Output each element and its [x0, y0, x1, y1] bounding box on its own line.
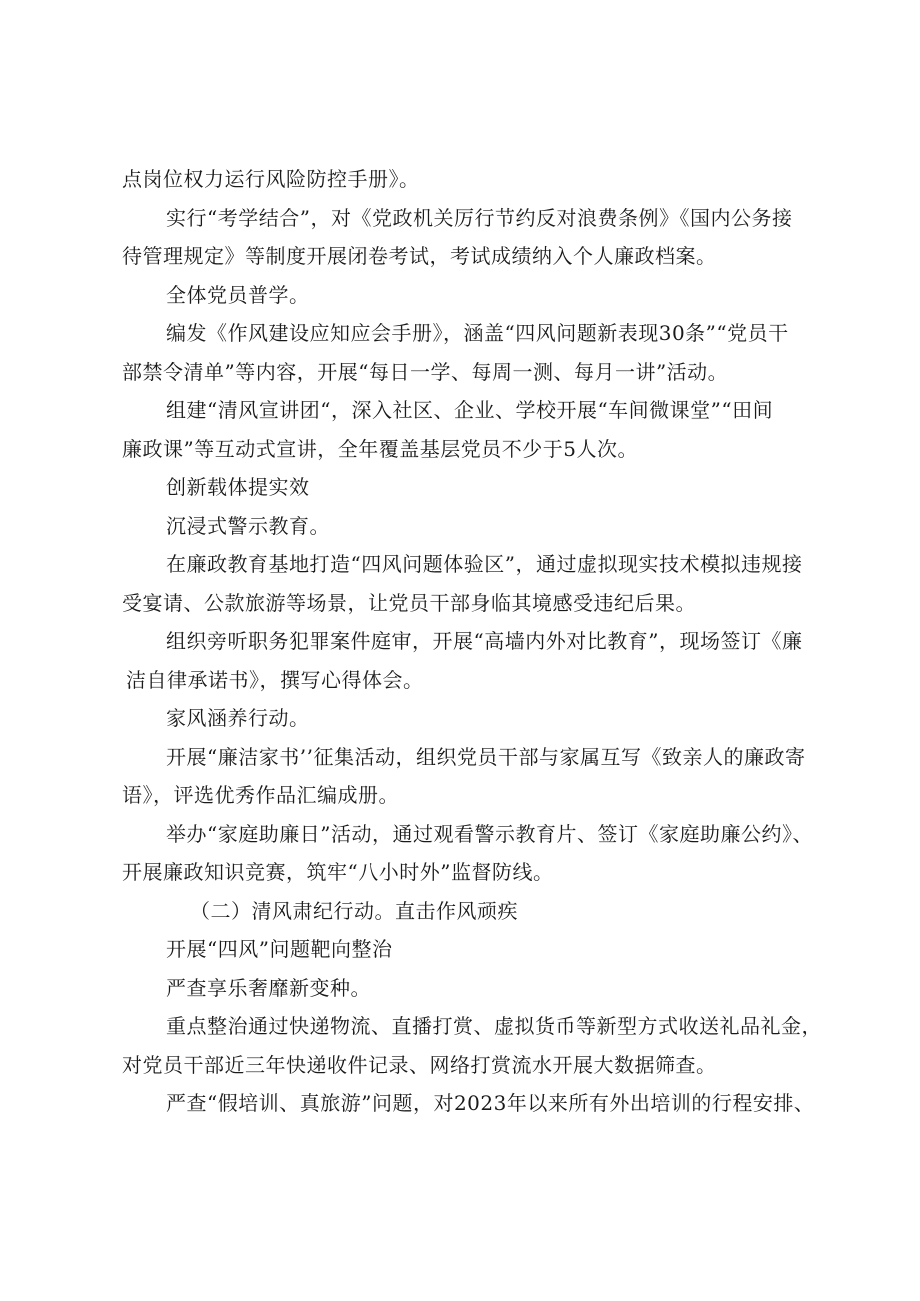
paragraph-line: 组建“清风宣讲团“，深入社区、企业、学校开展“车间微课堂”“田间: [166, 398, 774, 422]
paragraph-line: 部禁令清单”等内容，开展“每日一学、每周一测、每月一讲”活动。: [122, 359, 729, 384]
paragraph-line: 在廉政教育基地打造“四风问题体验区”，通过虚拟现实技术模拟违规接: [166, 552, 803, 576]
paragraph-line: 对党员干部近三年快递收件记录、网络打赏流水开展大数据筛查。: [122, 1052, 717, 1077]
chapter-heading: （二）清风肃纪行动。直击作风顽疾: [190, 898, 518, 923]
paragraph-line: 廉政课”等互动式宣讲，全年覆盖基层党员不少于5人次。: [122, 436, 638, 461]
paragraph-line: 语》，评选优秀作品汇编成册。: [122, 783, 399, 807]
section-heading: 开展“四风”问题靶向整治: [166, 937, 393, 961]
section-heading: 全体党员普学。: [166, 282, 310, 307]
paragraph-line: 编发《作风建设应知应会手册》，涵盖“四风问题新表现30条”“党员干: [166, 321, 789, 345]
paragraph-line: 受宴请、公款旅游等场景，让党员干部身临其境感受违纪后果。: [122, 590, 696, 615]
document-body: [122, 160, 822, 1123]
section-heading: 沉浸式警示教育。: [166, 513, 330, 538]
section-heading: 创新载体提实效: [166, 475, 310, 499]
paragraph-line: 开展“廉洁家书’’征集活动，组织党员干部与家属互写《致亲人的廉政寄: [166, 744, 806, 769]
paragraph-line: 组织旁听职务犯罪案件庭审，开展“高墙内外对比教育”，现场签订《廉: [166, 629, 803, 653]
section-heading: 家风涵养行动。: [166, 706, 310, 730]
paragraph-line: 实行“考学结合”，对《党政机关厉行节约反对浪费条例》《国内公务接: [166, 205, 793, 230]
paragraph-line: 举办“家庭助廉日”活动，通过观看警示教育片、签订《家庭助廉公约》、: [166, 821, 813, 846]
paragraph-line: 严查“假培训、真旅游”问题，对2023年以来所有外出培训的行程安排、: [166, 1091, 815, 1115]
paragraph-line: 重点整治通过快递物流、直播打赏、虚拟货币等新型方式收送礼品礼金，: [166, 1014, 822, 1038]
paragraph-line: 洁自律承诺书》，撰写心得体会。: [126, 667, 424, 692]
section-heading: 严查享乐奢靡新变种。: [166, 975, 371, 1000]
paragraph-line: 点岗位权力运行风险防控手册》。: [122, 167, 420, 191]
paragraph-line: 待管理规定》等制度开展闭卷考试，考试成绩纳入个人廉政档案。: [122, 244, 717, 268]
paragraph-line: 开展廉政知识竞赛，筑牢“八小时外”监督防线。: [122, 860, 554, 884]
